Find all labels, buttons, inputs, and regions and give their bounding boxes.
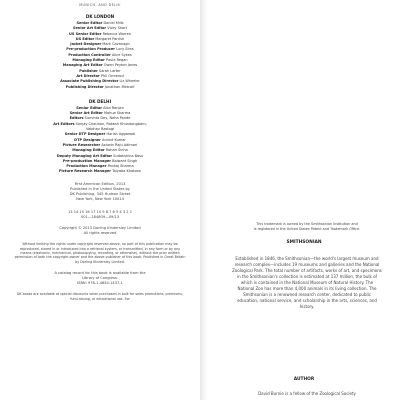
- credit-role: Managing Editor: [72, 148, 105, 153]
- credit-role: Deputy Managing Art Editor: [56, 153, 113, 158]
- credit-name: Rohan Sinha: [105, 148, 128, 153]
- credit-name: Sanjay Chauhan, Rakesh Khundongbam,: [75, 121, 147, 126]
- credit-role: Pre-production Producer: [66, 47, 115, 52]
- credit-role: Picture Research Manager: [58, 169, 111, 174]
- rights-paragraph: Without limiting the rights under copyright reserved above, no part of this publication may be reproduced, stored in or introduced into a retrieval system, or transmitted, in any form or by any means (electronic, mechanical, photocopying, recording, or otherwise), without the prior written permission of both the copyright owner and the above publisher of this book. Published in Great Britain by Dorling Kindersley Limited.: [14, 242, 186, 264]
- copyright-notice: [14, 226, 186, 236]
- credit-name: Sudakshina Basu: [113, 153, 144, 158]
- trademark-notice: [232, 222, 382, 232]
- dk-london-credits: [14, 21, 186, 90]
- credit-name: Alice Sykes: [111, 52, 132, 57]
- catalog-line: A catalog record for this book is available from the: [54, 270, 146, 275]
- printing-info: [14, 210, 186, 220]
- credit-role: Managing Art Editor: [62, 63, 103, 68]
- dk-london-heading: DK LONDON: [85, 14, 115, 19]
- credit-name: Daniel Mills: [103, 21, 124, 25]
- credit-role: US Senior Editor: [69, 31, 102, 36]
- credit-role: Publisher: [79, 68, 98, 73]
- right-page: [208, 0, 400, 400]
- edition-line: Published in the United States by: [70, 186, 130, 191]
- isbn: ISBN: 978-1-4654-1437-1: [77, 281, 123, 286]
- copyright-line: All rights reserved: [83, 231, 117, 236]
- bulk-sales-paragraph: DK books are available at special discounts when purchased in bulk for sales promotions, premiums, fund-raising, or educational use. For: [16, 292, 184, 301]
- dk-delhi-heading: DK DELHI: [88, 98, 112, 104]
- credit-role: Senior Editor: [76, 105, 103, 110]
- print-line: 13 14 15 16 17 10 9 8 7 6 5 4 3 2 1: [67, 209, 132, 214]
- credit-role: Editors: [69, 116, 84, 121]
- credit-role: Senior Editor: [76, 21, 103, 25]
- credit-role: Senior DTP Designer: [64, 132, 106, 137]
- edition-info: [14, 182, 186, 203]
- credit-name: Arvind Kumar: [102, 137, 126, 142]
- credit-role: Art Director: [76, 73, 100, 78]
- credit-line: [14, 85, 186, 90]
- credit-name: Rebecca Warren: [102, 31, 131, 36]
- author-heading: AUTHOR: [293, 377, 315, 382]
- credit-role: Production Manager: [66, 164, 107, 169]
- credit-role: Senior Art Editor: [69, 111, 103, 116]
- credit-name: Vaibhav Rastogi: [85, 127, 115, 132]
- credit-name: Sarah Larter: [98, 68, 121, 73]
- credit-name: Mark Cavanagh: [102, 42, 130, 47]
- credit-name: Jonathan Metcalf: [104, 84, 135, 89]
- credit-role: US Editor: [75, 36, 95, 41]
- print-line: 001—184809—09/13: [80, 214, 120, 219]
- credit-name: Ashwin Raju Adimari: [101, 142, 138, 147]
- trademark-line: is registered in the United States Patent and Trademark Office.: [253, 227, 361, 231]
- author-paragraph: David Burnie is a fellow of the Zoological Society: [258, 391, 356, 396]
- credit-role: Art Editors: [53, 121, 75, 126]
- credit-role: Managing Editor: [72, 58, 105, 63]
- credit-role: Associate Publishing Director: [60, 79, 119, 84]
- credit-role: Senior Art Editor: [73, 26, 107, 31]
- credit-name: Balwant Singh: [112, 158, 138, 163]
- credit-name: Pankaj Sharma: [107, 164, 134, 169]
- credit-role: Pre-production Manager: [62, 158, 111, 163]
- credit-role: DTP Designer: [74, 137, 101, 142]
- credit-name: Lucy Sims: [116, 47, 134, 52]
- credit-name: Phil Ormerod: [100, 73, 124, 78]
- credit-role: Production Controller: [68, 52, 111, 57]
- edition-line: First American Edition, 2013: [74, 181, 126, 186]
- credit-role: Jacket Designer: [70, 42, 102, 47]
- smithsonian-paragraph: Established in 1846, the Smithsonian—the world's largest museum and research complex—includes 19 museums and galleries and the National Zoological Park. The total number of artifacts, works of art, and specimens in the Smithsonian's collection is estimated at 137 million, the bulk of which is contained in the National Museum of Natural History. The National Zoo has more than 4,000 animals in its living collection. The Smithsonian is a renowned research center, dedicated to public education, national service, and scholarship in the arts, sciences, and history.: [232, 256, 382, 309]
- trademark-line: This trademark is owned by the Smithsonian Institution and: [256, 222, 358, 226]
- credit-role: Publishing Director: [65, 84, 104, 89]
- credit-line: [14, 169, 186, 174]
- credit-name: Taiyaba Khatoon: [112, 169, 142, 174]
- credit-name: Paula Regan: [106, 58, 128, 63]
- credit-name: Suminta Dey, Neha Pande: [84, 116, 131, 121]
- dk-delhi-credits: [14, 106, 186, 175]
- imprint-column: [14, 0, 186, 301]
- smithsonian-heading: SMITHSONIAN: [286, 240, 322, 245]
- credit-name: Mahua Sharma: [103, 111, 131, 116]
- credit-role: Picture Researcher: [62, 142, 101, 147]
- book-gutter: [200, 0, 208, 400]
- credit-name: Vicky Short: [107, 26, 127, 31]
- credit-name: Margaret Parrish: [95, 36, 125, 41]
- credit-name: Harish Aggarwal: [106, 132, 136, 137]
- edition-line: DK Publishing, 345 Hudson Street: [69, 192, 131, 197]
- catalog-line: Library of Congress.: [81, 276, 119, 281]
- copyright-line: Copyright © 2013 Dorling Kindersley Limited: [59, 225, 141, 230]
- catalog-record: [14, 271, 186, 287]
- edition-line: New York, New York 10014: [76, 197, 124, 202]
- credit-name: Alka Ranjan: [103, 105, 124, 110]
- credit-name: Liz Wheeler: [119, 79, 140, 84]
- publisher-locations: MUNICH, AND DELHI: [79, 3, 121, 7]
- credit-name: Owen Peyton Jones: [103, 63, 138, 68]
